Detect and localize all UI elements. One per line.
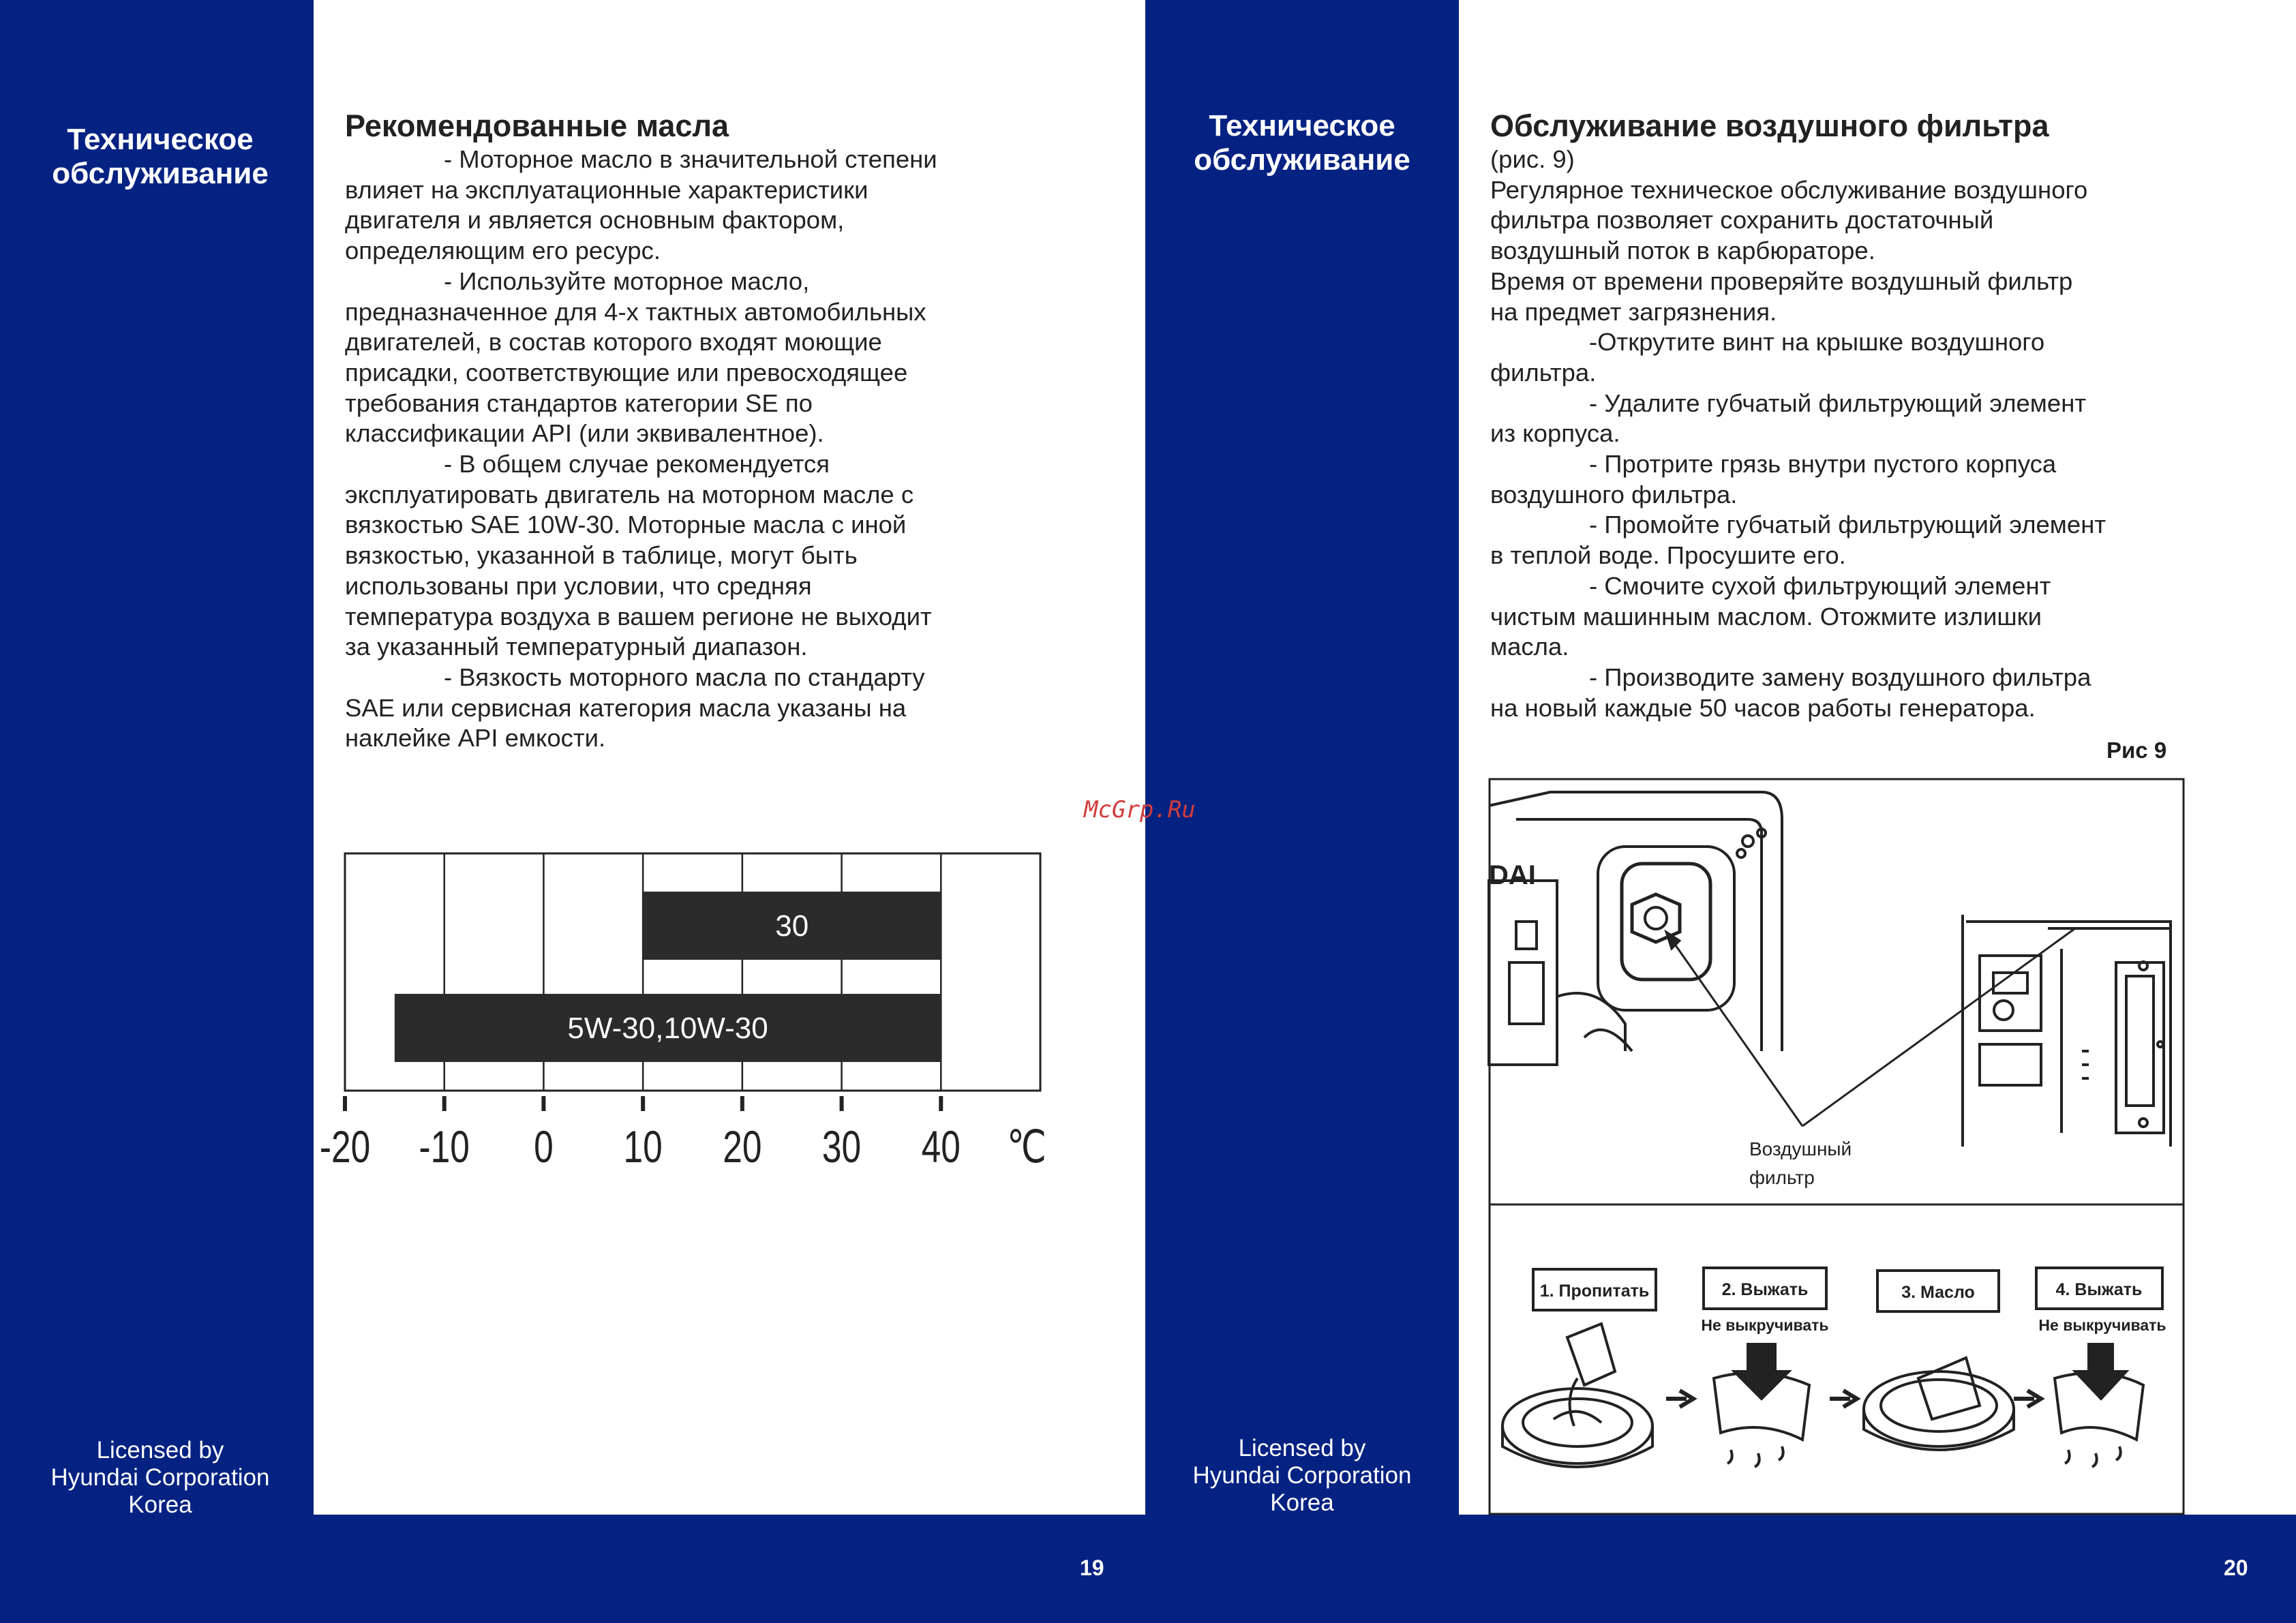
right-page-number: 20: [2224, 1556, 2248, 1580]
section-title-line1: Техническое: [67, 123, 254, 156]
text-line: вязкостью SAE 10W-30. Моторные масла с иной: [345, 511, 907, 539]
text-line: двигателей, в состав которого входят моющие: [345, 328, 882, 357]
text-line: определяющим его ресурс.: [345, 237, 661, 265]
section-title-line2: обслуживание: [52, 157, 269, 190]
left-footer-band: [0, 1515, 1145, 1623]
text-line: требования стандартов категории SE по: [345, 389, 813, 417]
watermark: McGrp.Ru: [1084, 796, 1196, 823]
text-line: влияет на эксплуатационные характеристики: [345, 175, 868, 204]
text-line: - Промойте губчатый фильтрующий элемент: [1589, 511, 2106, 539]
generator-brand-fragment: DAI: [1489, 860, 1536, 890]
text-line: масла.: [1490, 633, 1569, 661]
tick-label: -20: [319, 1121, 371, 1172]
left-heading: Рекомендованные масла: [345, 108, 729, 143]
text-line: температура воздуха в вашем регионе не выходит: [345, 602, 932, 631]
text-line: за указанный температурный диапазон.: [345, 633, 808, 661]
step-note-2: Не выкручивать: [1701, 1316, 1829, 1334]
text-line: - В общем случае рекомендуется: [444, 450, 830, 479]
right-body-text: [1490, 145, 2179, 723]
text-line: из корпуса.: [1490, 419, 1620, 448]
left-page-number: 19: [1080, 1556, 1104, 1580]
section-title-line2: обслуживание: [1194, 143, 1410, 177]
step-note-4: Не выкручивать: [2038, 1316, 2166, 1334]
license-line: Hyundai Corporation: [1192, 1462, 1412, 1489]
license-line: Licensed by: [96, 1437, 224, 1463]
step-label-3: 3. Масло: [1901, 1283, 1975, 1302]
text-line: классификации API (или эквивалентное).: [345, 419, 824, 448]
text-line: SAE или сервисная категория масла указаны на: [345, 693, 907, 722]
text-line: вязкостью, указанной в таблице, могут быть: [345, 541, 858, 570]
text-line: эксплуатировать двигатель на моторном масле с: [345, 480, 914, 509]
figure-9: [1489, 778, 2184, 1515]
left-side-band: [0, 0, 314, 1623]
section-title-line1: Техническое: [1209, 109, 1395, 142]
text-line: - Протрите грязь внутри пустого корпуса: [1589, 450, 2057, 479]
text-line: -Открутите винт на крышке воздушного: [1589, 328, 2045, 357]
figure-caption: Рис 9: [2106, 738, 2167, 763]
license-line: Hyundai Corporation: [50, 1464, 270, 1491]
right-section-title: [1162, 109, 1442, 177]
text-line: наклейке API емкости.: [345, 724, 606, 753]
text-line: использованы при условии, что средняя: [345, 571, 812, 600]
text-line: - Вязкость моторного масла по стандарту: [444, 663, 925, 691]
step-label-2: 2. Выжать: [1721, 1280, 1809, 1299]
text-line: фильтра позволяет сохранить достаточный: [1490, 206, 1994, 234]
right-license: [1162, 1435, 1442, 1517]
unit-label: ℃: [1007, 1121, 1046, 1172]
text-line: фильтра.: [1490, 358, 1597, 386]
text-line: Регулярное техническое обслуживание воздушного: [1490, 175, 2088, 204]
text-line: присадки, соответствующие или превосходящее: [345, 358, 908, 386]
text-line: воздушный поток в карбюраторе.: [1490, 237, 1875, 265]
license-line: Korea: [128, 1491, 192, 1518]
license-line: Licensed by: [1238, 1435, 1366, 1461]
text-line: - Моторное масло в значительной степени: [444, 145, 937, 173]
right-heading: Обслуживание воздушного фильтра: [1490, 108, 2049, 143]
text-line: предназначенное для 4-х тактных автомобильных: [345, 297, 926, 326]
text-line: воздушного фильтра.: [1490, 480, 1738, 509]
left-section-title: [20, 123, 300, 191]
text-line: - Используйте моторное масло,: [444, 267, 810, 295]
left-body-text: [345, 145, 1027, 754]
tick-label: -10: [419, 1121, 470, 1172]
step-label-4: 4. Выжать: [2055, 1280, 2143, 1299]
text-line: (рис. 9): [1490, 145, 1575, 173]
tick-label: 0: [534, 1121, 554, 1172]
bar-label-2: 5W-30,10W-30: [567, 1012, 768, 1045]
text-line: - Смочите сухой фильтрующий элемент: [1589, 571, 2051, 600]
license-line: Korea: [1270, 1489, 1334, 1516]
text-line: чистым машинным маслом. Отожмите излишки: [1490, 602, 2042, 631]
tick-label: 40: [921, 1121, 961, 1172]
text-line: Время от времени проверяйте воздушный фильтр: [1490, 267, 2073, 295]
tick-label: 10: [623, 1121, 663, 1172]
text-line: на предмет загрязнения.: [1490, 297, 1777, 326]
oil-viscosity-chart: [319, 838, 1057, 1172]
step-label-1: 1. Пропитать: [1539, 1281, 1650, 1301]
text-line: - Производите замену воздушного фильтра: [1589, 663, 2091, 691]
text-line: на новый каждые 50 часов работы генератора.: [1490, 693, 2036, 722]
bar-label-1: 30: [775, 909, 809, 943]
text-line: в теплой воде. Просушите его.: [1490, 541, 1846, 570]
left-license: [20, 1437, 300, 1519]
tick-label: 30: [821, 1121, 862, 1172]
text-line: двигателя и является основным фактором,: [345, 206, 845, 234]
text-line: - Удалите губчатый фильтрующий элемент: [1589, 389, 2087, 417]
filter-label-line1: Воздушный: [1749, 1138, 1852, 1159]
filter-label-line2: фильтр: [1749, 1167, 1815, 1188]
tick-label: 20: [723, 1121, 762, 1172]
